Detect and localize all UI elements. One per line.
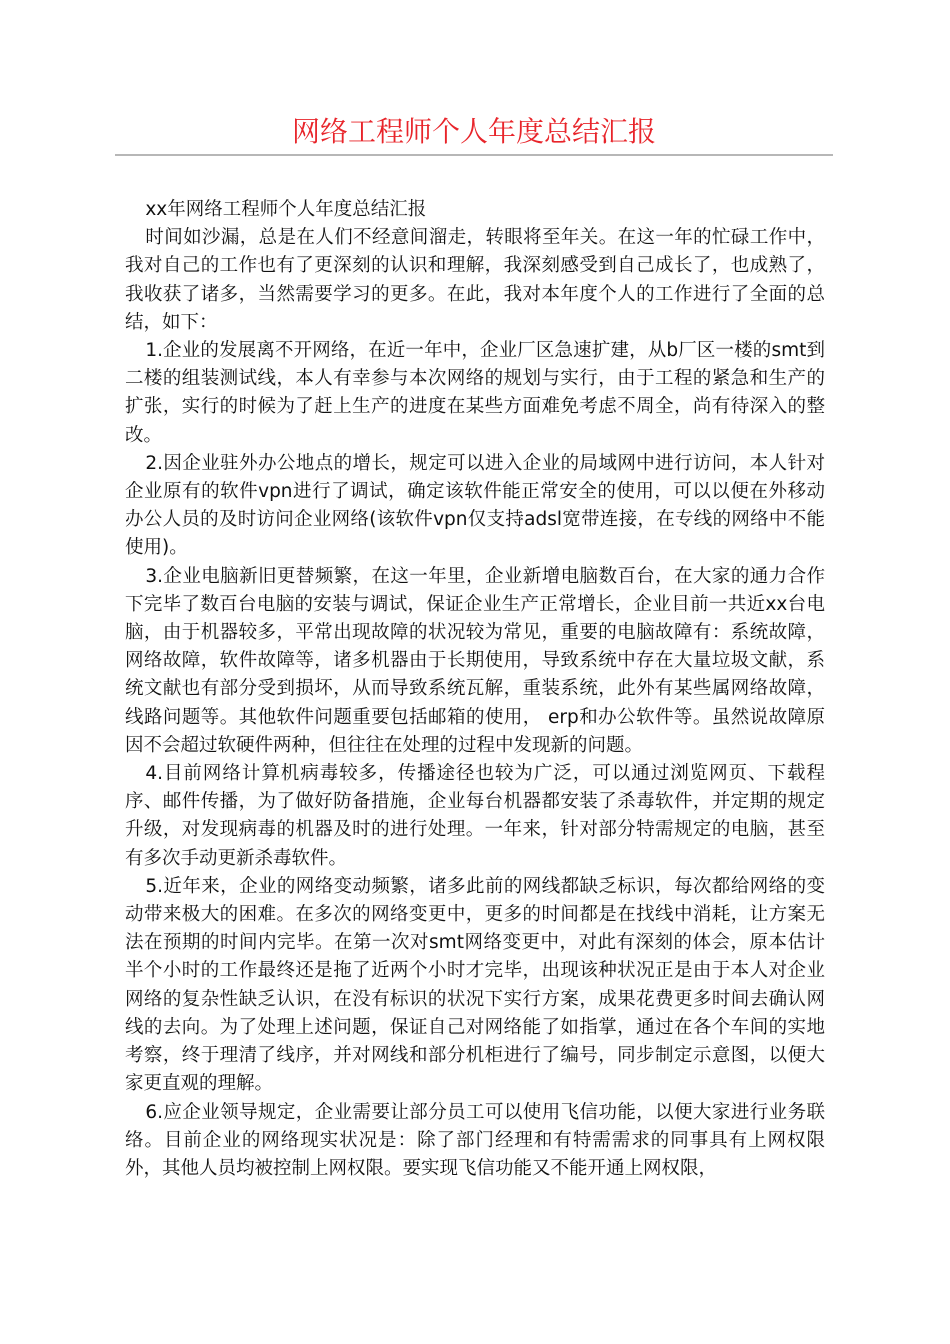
paragraph-item-3: 3.企业电脑新旧更替频繁，在这一年里，企业新增电脑数百台，在大家的通力合作下完毕了数百台电脑的安装与调试，保证企业生产正常增长，企业目前一共近xx台电脑，由于机器较多，平常出现故障的状况较为常见，重要的电脑故障有：系统故障，网络故障，软件故障等，诸多机器由于长期使用，导致系统中存在大量垃圾文献，系统文献也有部分受到损坏，从而导致系统瓦解，重装系统，此外有某些属网络故障，线路问题等。其他软件问题重要包括邮箱的使用， erp和办公软件等。虽然说故障原因不会超过软硬件两种，但往往在处理的过程中发现新的问题。 <box>125 565 825 756</box>
paragraph-item-6: 6.应企业领导规定，企业需要让部分员工可以使用飞信功能，以便大家进行业务联络。目前企业的网络现实状况是：除了部门经理和有特需需求的同事具有上网权限外，其他人员均被控制上网权限。要实现飞信功能又不能开通上网权限， <box>125 1101 825 1179</box>
document-title: 网络工程师个人年度总结汇报 <box>291 115 656 148</box>
paragraph-item-2: 2.因企业驻外办公地点的增长，规定可以进入企业的局域网中进行访问，本人针对企业原有的软件vpn进行了调试，确定该软件能正常安全的使用，可以以便在外移动办公人员的及时访问企业网络(该软件vpn仅支持adsl宽带连接，在专线的网络中不能使用)。 <box>125 452 825 559</box>
paragraph-subtitle: xx年网络工程师个人年度总结汇报 <box>145 199 427 220</box>
paragraph-intro: 时间如沙漏，总是在人们不经意间溜走，转眼将至年关。在这一年的忙碌工作中，我对自己的工作也有了更深刻的认识和理解，我深刻感受到自己成长了，也成熟了，我收获了诸多，当然需要学习的更多。在此，我对本年度个人的工作进行了全面的总结，如下： <box>125 227 825 333</box>
paragraph-item-5: 5.近年来，企业的网络变动频繁，诸多此前的网线都缺乏标识，每次都给网络的变动带来极大的困难。在多次的网络变更中，更多的时间都是在找线中消耗，让方案无法在预期的时间内完毕。在第一次对smt网络变更中，对此有深刻的体会，原本估计半个小时的工作最终还是拖了近两个小时才完毕，出现该种状况正是由于本人对企业网络的复杂性缺乏认识，在没有标识的状况下实行方案，成果花费更多时间去确认网线的去向。为了处理上述问题，保证自己对网络能了如指掌，通过在各个车间的实地考察，终于理清了线序，并对网线和部分机柜进行了编号，同步制定示意图，以便大家更直观的理解。 <box>125 875 825 1095</box>
document-body <box>125 196 825 1183</box>
paragraph-item-1: 1.企业的发展离不开网络，在近一年中，企业厂区急速扩建，从b厂区一楼的smt到二楼的组装测试线，本人有幸参与本次网络的规划与实行，由于工程的紧急和生产的扩张，实行的时候为了赶上生产的进度在某些方面难免考虑不周全，尚有待深入的整改。 <box>125 340 825 446</box>
title-divider <box>115 154 833 156</box>
paragraph-item-4: 4.目前网络计算机病毒较多，传播途径也较为广泛，可以通过浏览网页、下载程序、邮件传播，为了做好防备措施，企业每台机器都安装了杀毒软件，并定期的规定升级，对发现病毒的机器及时的进行处理。一年来，针对部分特需规定的电脑，甚至有多次手动更新杀毒软件。 <box>125 763 825 869</box>
